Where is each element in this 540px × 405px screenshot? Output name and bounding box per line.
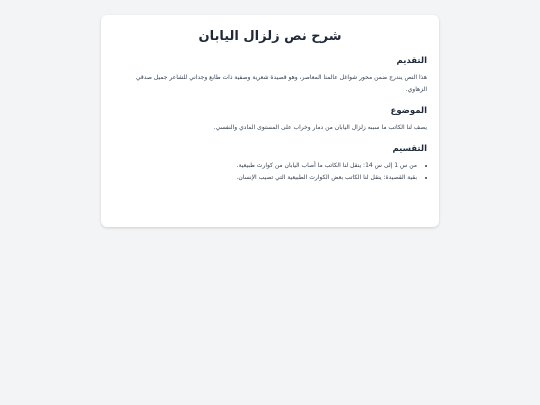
content-card: [101, 15, 439, 227]
section-text: يصف لنا الكاتب ما سببه زلزال اليابان من دمار وخراب على المستوى المادي والنفسي.: [213, 124, 427, 131]
section-division: [113, 144, 427, 184]
section-heading: التقسيم: [392, 144, 427, 154]
section-introduction: [113, 56, 427, 96]
page-title: شرح نص زلزال اليابان: [198, 29, 342, 44]
section-heading: التقديم: [396, 56, 427, 66]
list-item: • بقية القصيدة: ينقل لنا الكاتب بعض الكوارث الطبيعية التي تصيب الإنسان.: [113, 172, 417, 184]
division-list: [113, 160, 427, 184]
section-heading: الموضوع: [390, 106, 427, 116]
section-topic: [113, 106, 427, 134]
section-text: هذا النص يندرج ضمن محور شواغل عالمنا المعاصر، وهو قصيدة شعرية وصفية ذات طابع وجداني للشاعر جميل صدقي الزهاوي.: [135, 74, 427, 93]
list-item: • من س 1 إلى س 14: ينقل لنا الكاتب ما أصاب اليابان من كوارث طبيعية.: [113, 160, 417, 172]
